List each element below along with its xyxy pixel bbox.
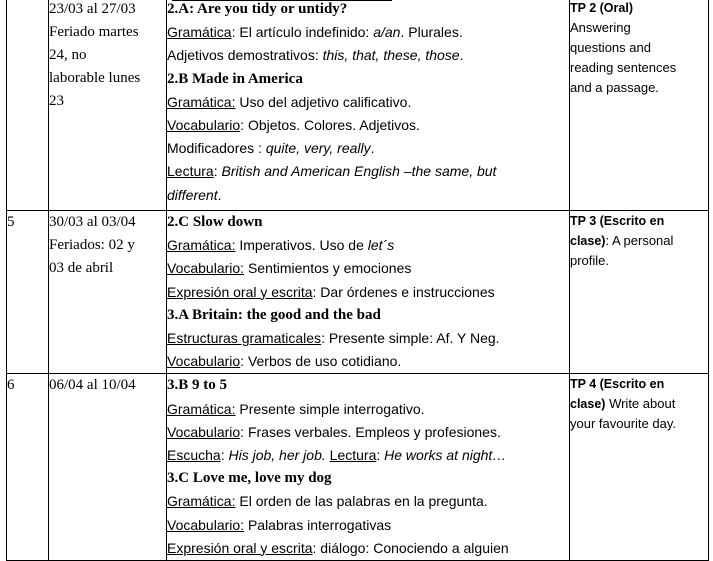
topic-label: Vocabulario [167,353,241,370]
assignment-text: profile. [570,253,610,268]
assignment-name: TP 3 (Escrito en [570,214,665,228]
content-line [167,114,569,137]
table-row [7,211,709,374]
topic-text: Uso del adjetivo calificativo. [235,93,412,110]
assignment-text: questions and [570,40,651,55]
week-cell [7,374,49,561]
topic-text: : Dar órdenes e instrucciones [312,283,495,300]
unit-heading: 2.C Slow down [167,214,263,230]
topic-example: let´s [367,237,395,254]
content-line [167,184,569,207]
topic-text: : [213,163,222,180]
topic-label: Vocabulario: [167,516,245,533]
content-line [167,490,569,513]
topic-text: Palabras interrogativas [244,516,392,533]
content-cell [167,374,570,561]
assignment-text: : A personal [605,233,674,248]
unit-heading: 2.B Made in America [167,70,303,87]
topic-label: Estructuras gramaticales [167,330,322,347]
topic-text: : Objetos. Colores. Adjetivos. [240,117,420,134]
content-line [167,350,569,373]
topic-text: : diálogo: Conociendo a alguien [312,539,509,556]
topic-label: Gramática: [167,93,236,110]
assignment-text: your favourite day. [570,416,676,432]
content-line [167,21,569,44]
topic-text: : El artículo indefinido: [231,24,374,41]
assignment-title [570,0,708,18]
topic-text: . [370,140,375,157]
topic-example: different [167,186,218,203]
topic-label: Gramática [167,24,232,41]
topic-text: Sentimientos y emociones [244,260,412,277]
unit-heading: 2.A: Are you tidy or untidy? [167,1,348,17]
date-line: 03 de abril [49,260,114,276]
week-cell [7,0,49,211]
topic-text: : Frases verbales. Empleos y profesiones. [240,423,501,440]
topic-label: Vocabulario [167,117,241,134]
topic-example: this, that, these, those [322,47,460,64]
content-line [167,327,569,350]
content-line [167,137,569,160]
content-line [167,257,569,280]
topic-label: Vocabulario: [167,260,245,277]
assignment-title [570,231,708,251]
assignment-cell [570,211,709,374]
assignment-title [570,211,708,231]
topic-label: Gramática: [167,237,236,254]
date-line: 24, no [49,47,87,63]
topic-text: . [217,186,222,203]
topic-example: He works at night… [384,447,507,464]
topic-label: Lectura [167,163,214,180]
topic-text: . [459,47,464,64]
content-line [167,234,569,257]
date-cell [49,0,167,211]
assignment-cell [570,0,709,211]
topic-text: Adjetivos demostrativos: [167,47,323,64]
date-line: laborable lunes [49,70,141,86]
content-line [167,91,569,114]
assignment-name: TP 2 (Oral) [570,1,633,15]
topic-text: Imperativos. Uso de [235,237,368,254]
unit-heading: 3.B 9 to 5 [167,377,227,394]
content-line [167,537,569,560]
content-line [167,444,569,467]
unit-heading: 3.A Britain: the good and the bad [167,306,381,323]
topic-text: Presente simple interrogativo. [235,400,425,417]
topic-text: : [220,447,229,464]
date-cell [49,374,167,561]
content-line [167,44,569,67]
content-cell [167,0,570,211]
date-cell [49,211,167,374]
week-cell [7,211,49,374]
topic-text: . Plurales. [400,24,463,41]
unit-heading: 3.C Love me, love my dog [167,470,332,487]
date-line: 30/03 al 03/04 [49,214,136,230]
topic-text: El orden de las palabras en la pregunta. [235,493,488,510]
course-schedule-table [6,0,709,561]
assignment-text: Write about [605,396,676,412]
topic-example: His job, her job. [228,447,326,464]
content-line [167,281,569,304]
topic-label: Gramática: [167,400,236,417]
date-line: 23/03 al 27/03 [49,1,136,17]
topic-label: Gramática: [167,493,236,510]
week-number: 5 [7,214,15,230]
topic-text: Modificadores : [167,140,266,157]
topic-text: : [376,447,385,464]
topic-example: British and American English –the same, but [221,163,497,180]
assignment-text: and a passage. [570,80,659,95]
content-line [167,514,569,537]
topic-label: Expresión oral y escrita [167,539,313,556]
week-number: 6 [7,377,15,394]
topic-label: Expresión oral y escrita [167,283,313,300]
topic-label: Escucha [167,447,221,464]
assignment-text: Answering [570,20,631,35]
date-line: Feriado martes [49,24,139,40]
date-line: 23 [49,93,64,109]
topic-label: Lectura [329,447,377,464]
content-line [167,398,569,421]
content-line [167,421,569,444]
assignment-title [570,394,708,414]
date-line: 06/04 al 10/04 [49,377,136,394]
topic-example: quite, very, really [265,140,371,157]
assignment-mode: clase) [570,397,606,412]
content-line [167,160,569,183]
assignment-mode: clase) [570,234,606,248]
assignment-cell [570,374,709,561]
assignment-name: TP 4 (Escrito en [570,377,665,392]
table-row [7,374,709,561]
table-row [7,0,709,211]
assignment-title [570,374,708,394]
date-line: Feriados: 02 y [49,237,135,253]
content-cell [167,211,570,374]
topic-text: : Verbos de uso cotidiano. [240,353,402,370]
assignment-text: reading sentences [570,60,677,75]
topic-label: Vocabulario [167,423,241,440]
topic-example: a/an [373,24,401,41]
topic-text: : Presente simple: Af. Y Neg. [321,330,500,347]
